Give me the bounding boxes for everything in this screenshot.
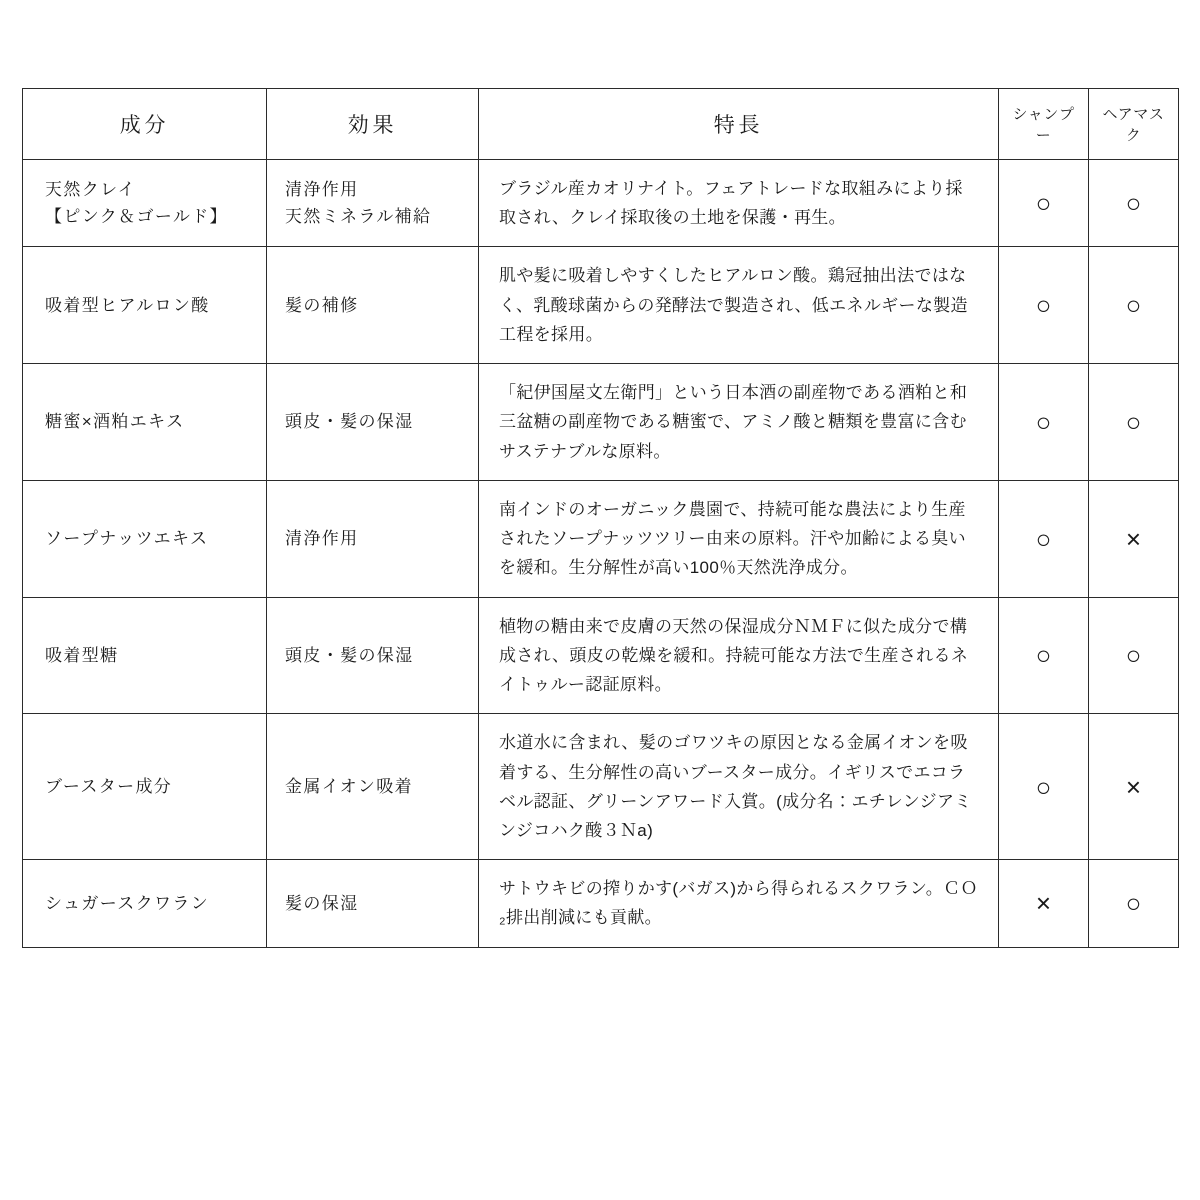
cell-hair-mask-mark: ○ (1089, 364, 1179, 481)
table-row (23, 597, 1179, 714)
cell-shampoo-mark: ○ (999, 714, 1089, 860)
table-row (23, 480, 1179, 597)
column-header-feature: 特長 (479, 89, 999, 160)
cell-hair-mask-mark: ○ (1089, 860, 1179, 947)
column-header-shampoo: シャンプー (999, 89, 1089, 160)
ingredients-table (22, 88, 1179, 948)
cell-hair-mask-mark: ○ (1089, 597, 1179, 714)
ingredient-name-line: ソープナッツエキス (45, 528, 209, 548)
cell-effect (267, 714, 479, 860)
effect-line: 金属イオン吸着 (285, 776, 414, 796)
ingredient-name-line: 天然クレイ (45, 179, 136, 199)
cell-shampoo-mark: ○ (999, 160, 1089, 247)
cell-ingredient-name (23, 160, 267, 247)
effect-line: 頭皮・髪の保湿 (285, 412, 414, 432)
table-row (23, 860, 1179, 947)
cell-shampoo-mark: ○ (999, 247, 1089, 364)
table-row (23, 160, 1179, 247)
cell-feature: 「紀伊国屋文左衛門」という日本酒の副産物である酒粕と和三盆糖の副産物である糖蜜で、アミノ酸と糖類を豊富に含むサステナブルな原料。 (479, 364, 999, 481)
header-row (23, 89, 1179, 160)
cell-effect (267, 364, 479, 481)
cell-shampoo-mark: ○ (999, 364, 1089, 481)
cell-shampoo-mark: ○ (999, 480, 1089, 597)
cell-shampoo-mark: ○ (999, 597, 1089, 714)
table-row (23, 247, 1179, 364)
table-row (23, 364, 1179, 481)
effect-line: 髪の保湿 (285, 893, 359, 913)
cell-ingredient-name (23, 364, 267, 481)
effect-line: 髪の補修 (285, 295, 359, 315)
table-row (23, 714, 1179, 860)
ingredient-name-line: シュガースクワラン (45, 893, 210, 913)
cell-effect (267, 480, 479, 597)
table-header (23, 89, 1179, 160)
ingredient-name-line: 【ピンク＆ゴールド】 (45, 207, 228, 227)
cell-effect (267, 860, 479, 947)
cell-hair-mask-mark: × (1089, 714, 1179, 860)
cell-ingredient-name (23, 597, 267, 714)
cell-effect (267, 247, 479, 364)
effect-line: 清浄作用 (285, 179, 359, 199)
column-header-hair-mask: ヘアマスク (1089, 89, 1179, 160)
table-body (23, 160, 1179, 948)
cell-ingredient-name (23, 480, 267, 597)
ingredient-name-line: ブースター成分 (45, 776, 173, 796)
cell-hair-mask-mark: ○ (1089, 160, 1179, 247)
effect-line: 頭皮・髪の保湿 (285, 645, 414, 665)
cell-hair-mask-mark: ○ (1089, 247, 1179, 364)
cell-feature: ブラジル産カオリナイト。フェアトレードな取組みにより採取され、クレイ採取後の土地を保護・再生。 (479, 160, 999, 247)
cell-feature: 植物の糖由来で皮膚の天然の保湿成分ＮＭＦに似た成分で構成され、頭皮の乾燥を緩和。持続可能な方法で生産されるネイトゥルー認証原料。 (479, 597, 999, 714)
column-header-effect: 効果 (267, 89, 479, 160)
column-header-ingredient: 成分 (23, 89, 267, 160)
cell-hair-mask-mark: × (1089, 480, 1179, 597)
cell-shampoo-mark: × (999, 860, 1089, 947)
cell-ingredient-name (23, 714, 267, 860)
ingredient-name-line: 吸着型ヒアルロン酸 (45, 295, 210, 315)
cell-feature: 肌や髪に吸着しやすくしたヒアルロン酸。鶏冠抽出法ではなく、乳酸球菌からの発酵法で製造され、低エネルギーな製造工程を採用。 (479, 247, 999, 364)
cell-effect (267, 597, 479, 714)
cell-effect (267, 160, 479, 247)
cell-ingredient-name (23, 247, 267, 364)
ingredient-name-line: 吸着型糖 (45, 645, 119, 665)
cell-ingredient-name (23, 860, 267, 947)
cell-feature: 南インドのオーガニック農園で、持続可能な農法により生産されたソープナッツツリー由来の原料。汗や加齢による臭いを緩和。生分解性が高い100％天然洗浄成分。 (479, 480, 999, 597)
cell-feature: サトウキビの搾りかす(バガス)から得られるスクワラン。ＣＯ₂排出削減にも貢献。 (479, 860, 999, 947)
effect-line: 清浄作用 (285, 528, 359, 548)
ingredient-name-line: 糖蜜×酒粕エキス (45, 412, 185, 432)
effect-line: 天然ミネラル補給 (285, 207, 432, 227)
cell-feature: 水道水に含まれ、髪のゴワツキの原因となる金属イオンを吸着する、生分解性の高いブースター成分。イギリスでエコラベル認証、グリーンアワード入賞。(成分名：エチレンジアミンジコハク酸３Ｎa) (479, 714, 999, 860)
